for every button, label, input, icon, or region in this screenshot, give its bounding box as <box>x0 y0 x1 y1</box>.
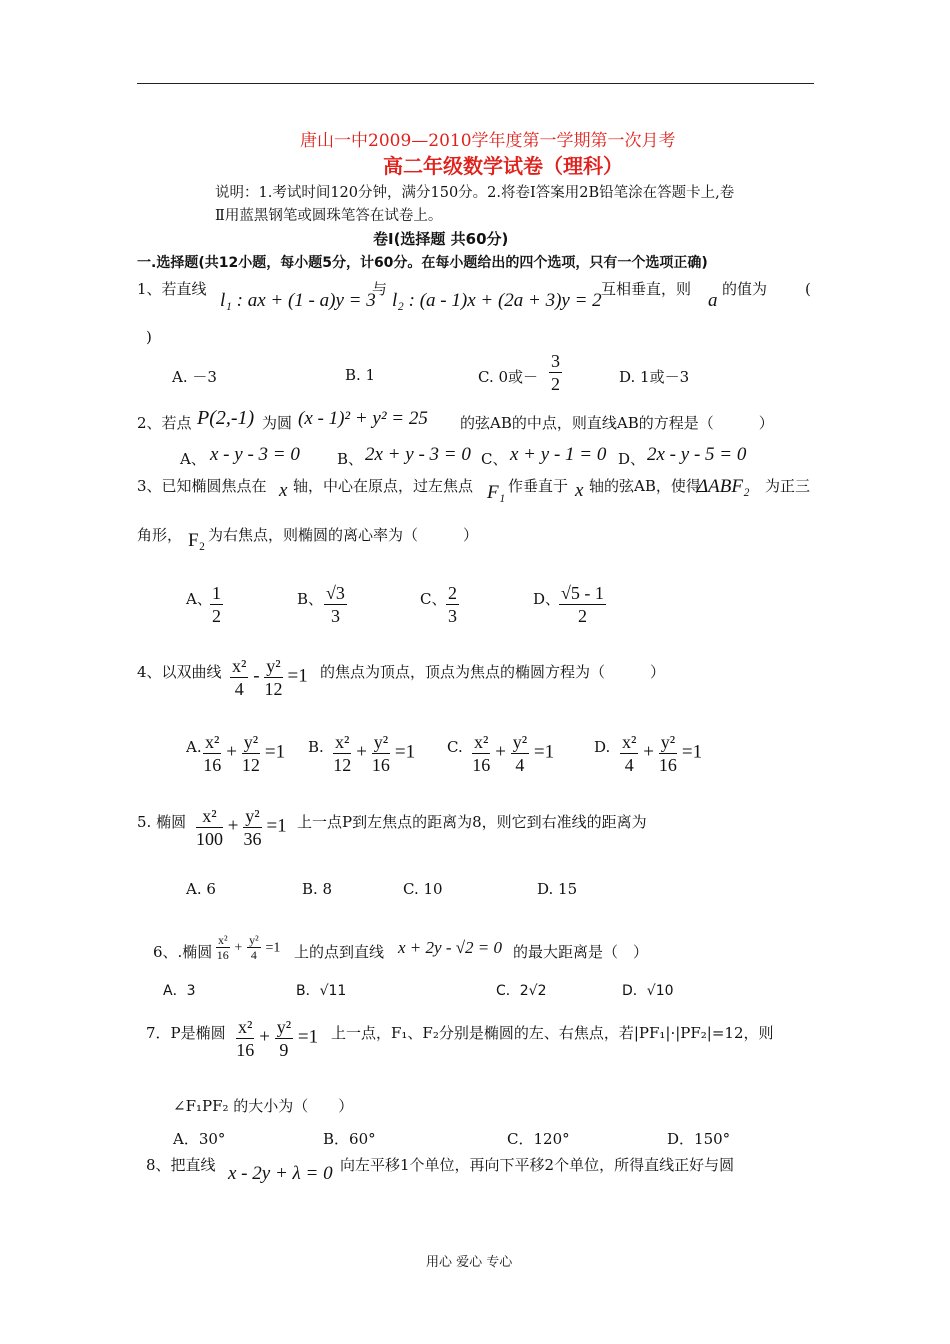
page-footer: 用心 爱心 专心 <box>426 1255 513 1270</box>
q3-option-c: C、 <box>420 590 447 608</box>
part-title: 卷Ⅰ(选择题 共60分) <box>373 230 509 248</box>
frac-den: 100 <box>196 829 223 849</box>
q8-text-a: 8、把直线 <box>146 1156 216 1174</box>
frac-num: 2 <box>448 583 457 603</box>
frac-den: 4 <box>234 679 244 699</box>
frac-den: 4 <box>250 948 257 962</box>
frac-num: x² <box>232 656 247 676</box>
frac-den: 16 <box>658 755 677 775</box>
q7-text-b: 上一点，F₁、F₂分别是椭圆的左、右焦点，若|PF₁|·|PF₂|=12，则 <box>331 1024 774 1042</box>
frac-den: 12 <box>264 679 283 699</box>
q7-option-c: C．120° <box>507 1130 570 1148</box>
q4-option-c-expr: $\frac{\text{x²}}{16}$ + $\frac{\text{y²}}{4}$ =1 <box>472 732 555 775</box>
school-line: 唐山一中2009—2010学年度第一学期第一次月考 <box>300 131 676 151</box>
frac-den: 16 <box>236 1040 255 1060</box>
q7-option-d: D．150° <box>667 1130 731 1148</box>
q5-text-b: 上一点P到左焦点的距离为8，则它到右准线的距离为 <box>297 813 647 831</box>
frac-num: x² <box>196 805 223 828</box>
q1-line-l2: l₂ : (a - 1)x + (2a + 3)y = 2 <box>392 290 602 311</box>
q1-paren-close: ) <box>146 328 152 346</box>
frac-num: x² <box>622 732 637 752</box>
q3-x2: x <box>575 480 584 501</box>
q6-text-b: 上的点到直线 <box>294 943 385 961</box>
q8-text-b: 向左平移1个单位，再向下平移2个单位，所得直线正好与圆 <box>340 1156 735 1174</box>
q3-text-b: 轴，中心在原点，过左焦点 <box>293 477 474 495</box>
q1-text-c: 互相垂直，则 <box>601 280 692 298</box>
frac-num: √5 - 1 <box>561 583 604 603</box>
q7-option-a: A．30° <box>173 1130 226 1148</box>
q1-text-d: 的值为 <box>722 280 768 298</box>
q7-option-b: B．60° <box>323 1130 376 1148</box>
q1-option-a: A. －3 <box>172 368 217 386</box>
q6-option-a: A．3 <box>163 983 196 999</box>
frac-num: x² <box>218 933 228 947</box>
q4-option-a-expr: $\frac{\text{x²}}{16}$ + $\frac{\text{y²}}{12}$ =1 <box>203 732 286 775</box>
frac-den: 3 <box>330 606 340 626</box>
q1-option-c: C. 0或－ <box>478 368 539 386</box>
q6-option-b: B．√11 <box>296 983 347 999</box>
q2-text-a: 2、若点 <box>137 414 192 432</box>
frac-den: 4 <box>515 755 525 775</box>
q1-paren-open: ( <box>805 280 811 298</box>
q2-text-b: 为圆 <box>262 414 293 432</box>
frac-num: x² <box>474 732 489 752</box>
q4-text-b: 的焦点为顶点，顶点为焦点的椭圆方程为（ ） <box>320 663 666 681</box>
q4-text-a: 4、以双曲线 <box>137 663 222 681</box>
q2-option-d: D、 <box>618 450 646 468</box>
q5-option-a: A. 6 <box>186 880 216 898</box>
q4-option-c: C. <box>447 738 463 756</box>
q5-ellipse: $\frac{\text{x²}}{100}$ + $\frac{\text{y²}}{36}$ =1 <box>196 806 287 849</box>
q3-option-d-frac <box>559 582 606 627</box>
q6-text-c: 的最大距离是（ ） <box>513 943 649 961</box>
q8-line: x - 2y + λ = 0 <box>228 1163 333 1184</box>
page-title: 高二年级数学试卷（理科） <box>383 154 623 178</box>
q1-line-l1: l₁ : ax + (1 - a)y = 3 <box>220 290 376 311</box>
frac-den: 9 <box>279 1040 289 1060</box>
frac-den: 4 <box>624 755 634 775</box>
q5-option-d: D. 15 <box>537 880 578 898</box>
note-line-2: Ⅱ用蓝黑钢笔或圆珠笔答在试卷上。 <box>215 208 443 224</box>
frac-num: y² <box>245 806 260 826</box>
frac-num: 3 <box>551 351 560 371</box>
frac-num: x² <box>238 1017 253 1037</box>
q1-option-b: B. 1 <box>345 366 376 384</box>
header-rule <box>137 83 814 84</box>
q3-text-g: 为右焦点，则椭圆的离心率为（ ） <box>208 526 479 544</box>
q4-option-d-expr: $\frac{\text{x²}}{4}$ + $\frac{\text{y²}}{16}$ =1 <box>622 732 703 775</box>
frac-den: 12 <box>241 755 260 775</box>
q3-text-e: 为正三 <box>765 477 811 495</box>
q4-option-b: B. <box>308 738 324 756</box>
q3-option-b-frac <box>324 582 347 627</box>
frac-num: x² <box>335 732 350 752</box>
q3-text-a: 3、已知椭圆焦点在 <box>137 477 267 495</box>
q7-text-c: ∠F₁PF₂ 的大小为（ ） <box>173 1097 354 1115</box>
frac-num: 1 <box>212 583 221 603</box>
q2-point: P(2,-1) <box>197 407 255 429</box>
q2-option-d-expr: 2x - y - 5 = 0 <box>647 444 747 465</box>
q4-option-a: A. <box>186 738 202 756</box>
q3-option-a-frac <box>210 582 223 627</box>
frac-den: 2 <box>551 374 560 394</box>
q3-triangle: ΔABF₂ <box>697 476 750 497</box>
q3-text-c: 作垂直于 <box>508 477 569 495</box>
q2-option-b: B、 <box>337 450 364 468</box>
frac-den: 2 <box>212 606 221 626</box>
q3-f2: F₂ <box>188 530 206 551</box>
q1-option-c-frac <box>549 350 562 395</box>
q4-option-d: D. <box>594 738 611 756</box>
q6-option-c: C．2√2 <box>496 983 547 999</box>
frac-den: 16 <box>216 948 229 962</box>
frac-den: 12 <box>333 755 352 775</box>
q3-option-c-frac <box>446 582 459 627</box>
q2-circle: (x - 1)² + y² = 25 <box>298 408 428 429</box>
q5-option-b: B. 8 <box>302 880 333 898</box>
q2-option-c: C、 <box>481 450 508 468</box>
q3-text-d: 轴的弦AB，使得 <box>589 477 701 495</box>
q2-option-a-expr: x - y - 3 = 0 <box>210 444 300 465</box>
frac-num: y² <box>243 732 259 752</box>
q6-ellipse: $\frac{\text{x²}}{16}$ + $\frac{\text{y²}}{4}$ =1 <box>216 933 281 962</box>
frac-num: y² <box>249 933 259 947</box>
q3-text-f: 角形， <box>137 526 183 544</box>
q1-var: a <box>708 290 718 311</box>
q3-option-d: D、 <box>533 590 561 608</box>
q2-option-a: A、 <box>180 450 206 468</box>
q3-f1: F₁ <box>487 482 506 503</box>
q2-text-c: 的弦AB的中点，则直线AB的方程是（ ） <box>460 414 774 432</box>
section-title: 一.选择题(共12小题，每小题5分，计60分。在每小题给出的四个选项，只有一个选项正确) <box>137 255 708 271</box>
frac-num: y² <box>276 1017 292 1037</box>
frac-num: y² <box>660 732 676 752</box>
q3-x1: x <box>279 480 288 501</box>
note-line-1: 说明：1.考试时间120分钟，满分150分。2.将卷Ⅰ答案用2B铅笔涂在答题卡上,卷 <box>215 185 735 201</box>
frac-den: 36 <box>243 829 262 849</box>
q5-option-c: C. 10 <box>403 880 443 898</box>
q5-text-a: 5. 椭圆 <box>137 813 187 831</box>
q2-option-b-expr: 2x + y - 3 = 0 <box>365 444 471 465</box>
q6-option-d: D．√10 <box>622 983 674 999</box>
q7-ellipse: $\frac{\text{x²}}{16}$ + $\frac{\text{y²}}{9}$ =1 <box>236 1017 319 1060</box>
q3-option-a: A、 <box>186 590 212 608</box>
frac-den: 3 <box>448 606 457 626</box>
q4-option-b-expr: $\frac{\text{x²}}{12}$ + $\frac{\text{y²}}{16}$ =1 <box>333 732 416 775</box>
frac-num: y² <box>512 732 528 752</box>
frac-num: y² <box>266 656 281 676</box>
frac-num: √3 <box>326 583 345 603</box>
q7-text-a: 7．P是椭圆 <box>146 1024 226 1042</box>
frac-den: 16 <box>472 755 491 775</box>
frac-den: 16 <box>371 755 390 775</box>
q6-line: x + 2y - √2 = 0 <box>398 938 503 957</box>
q4-hyperbola: $\frac{\text{x²}}{4}$ - $\frac{\text{y²}}{12}$ =1 <box>232 656 308 699</box>
frac-num: y² <box>373 732 389 752</box>
frac-den: 2 <box>577 606 587 626</box>
frac-num: x² <box>205 732 220 752</box>
q3-option-b: B、 <box>297 590 324 608</box>
q1-option-d: D. 1或－3 <box>619 368 690 386</box>
frac-den: 16 <box>203 755 222 775</box>
q1-text-b: 与 <box>372 280 388 298</box>
q6-text-a: 6、.椭圆 <box>153 943 213 961</box>
q2-option-c-expr: x + y - 1 = 0 <box>510 444 607 465</box>
q1-text-a: 1、若直线 <box>137 280 207 298</box>
